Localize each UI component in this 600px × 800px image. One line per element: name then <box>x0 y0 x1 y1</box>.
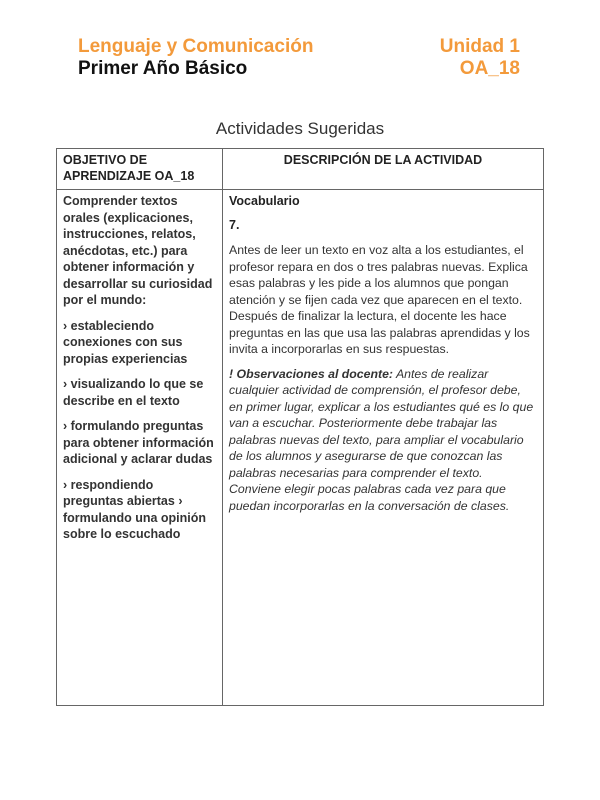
observation-text: Antes de realizar cualquier actividad de comprensión, el profesor debe, en primer lugar, explicar a los estudiantes qué es lo que van a escuchar. Posteriormente debe trabajar las palabras nuevas del texto, para ampliar el vocabulario de los alumnos y asegurarse de que conozcan las palabras necesarias para comprender el texto. Conviene elegir pocas palabras cada vez para que puedan incorporarlas en la conversación de clases. <box>229 366 534 513</box>
objective-header: OBJETIVO DE APRENDIZAJE OA_18 <box>63 153 195 183</box>
oa-label: OA_18 <box>459 58 520 79</box>
objective-item: › estableciendo conexiones con sus propias experiencias <box>63 318 188 366</box>
objective-item: › visualizando lo que se describe en el texto <box>63 377 204 408</box>
objective-intro: Comprender textos orales (explicaciones, instrucciones, relatos, anécdotas, etc.) para obtener información y desarrollar su curiosidad por el mundo: <box>63 194 213 307</box>
header-row-1 <box>78 36 520 58</box>
activities-table <box>56 148 544 706</box>
description-header: DESCRIPCIÓN DE LA ACTIVIDAD <box>283 153 483 167</box>
table-row <box>57 190 544 706</box>
activity-body: Antes de leer un texto en voz alta a los estudiantes, el profesor repara en dos o tres palabras nuevas. Explica esas palabras y les pide a los alumnos que pongan atención y se fijen cada vez que aparecen en el texto. Después de finalizar la lectura, el docente les hace preguntas en las que usa las palabras aprendidas y los invita a incorporarlas en sus respuestas. <box>229 243 530 356</box>
activity-number: 7. <box>229 218 240 232</box>
grade-title: Primer Año Básico <box>78 58 248 79</box>
table-header-row <box>57 149 544 190</box>
header-cell-objective <box>57 149 223 190</box>
subject-title: Lenguaje y Comunicación <box>78 36 314 57</box>
description-cell <box>223 190 544 706</box>
unit-label: Unidad 1 <box>439 36 520 57</box>
section-title: Actividades Sugeridas <box>215 119 385 138</box>
document-header <box>78 36 520 80</box>
objective-item: › respondiendo preguntas abiertas › formulando una opinión sobre lo escuchado <box>63 477 207 541</box>
header-cell-description <box>223 149 544 190</box>
teacher-observation <box>229 366 537 515</box>
activity-label: Vocabulario <box>229 194 300 208</box>
observation-label: ! Observaciones al docente: <box>229 366 394 381</box>
objective-cell <box>57 190 223 706</box>
objective-item: › formulando preguntas para obtener información adicional y aclarar dudas <box>63 419 214 466</box>
header-row-2 <box>78 58 520 80</box>
